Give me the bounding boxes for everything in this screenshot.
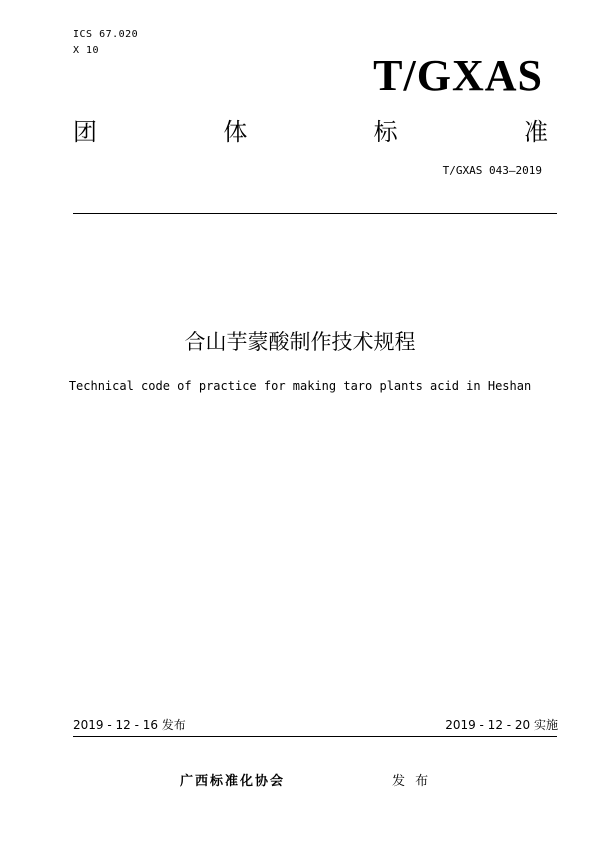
standard-type-char: 团 xyxy=(73,118,97,146)
standard-type-heading xyxy=(73,118,548,146)
standard-type-char: 体 xyxy=(223,118,248,146)
footer-divider xyxy=(73,736,557,737)
ics-code: ICS 67.020 xyxy=(73,29,139,40)
standard-type-char: 标 xyxy=(373,118,398,146)
publish-label: 发 布 xyxy=(392,774,432,789)
publisher-name: 广西标准化协会 xyxy=(180,774,286,789)
ccs-code: X 10 xyxy=(73,45,100,56)
header-divider xyxy=(73,213,557,214)
document-title-english: Technical code of practice for making taro plants acid in Heshan xyxy=(68,379,532,393)
document-title-chinese: 合山芋蒙酸制作技术规程 xyxy=(184,330,416,354)
issue-date: 2019 - 12 - 16 发布 xyxy=(73,718,186,732)
standard-type-char: 准 xyxy=(523,118,548,146)
standard-brand-logo: T/GXAS xyxy=(373,51,543,100)
standard-number: T/GXAS 043—2019 xyxy=(442,164,542,177)
implementation-date: 2019 - 12 - 20 实施 xyxy=(445,718,558,732)
